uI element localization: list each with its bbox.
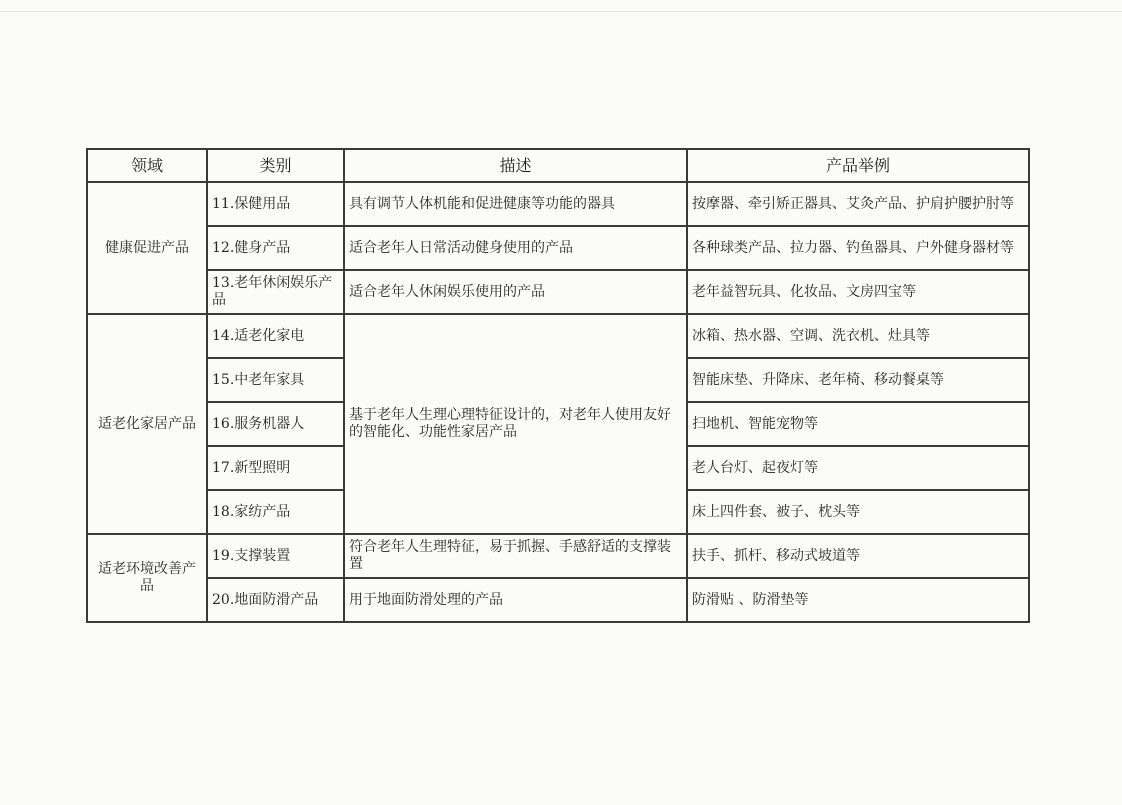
table-row	[87, 270, 1029, 314]
domain-cell: 适老环境改善产品	[87, 534, 207, 622]
header-description: 描述	[344, 149, 687, 182]
header-domain: 领域	[87, 149, 207, 182]
examples-cell: 防滑贴 、防滑垫等	[687, 578, 1029, 622]
description-cell: 基于老年人生理心理特征设计的，对老年人使用友好的智能化、功能性家居产品	[344, 314, 687, 534]
description-cell: 具有调节人体机能和促进健康等功能的器具	[344, 182, 687, 226]
description-cell: 适合老年人日常活动健身使用的产品	[344, 226, 687, 270]
category-cell: 13.老年休闲娱乐产品	[207, 270, 344, 314]
table-header-row	[87, 149, 1029, 182]
description-cell: 符合老年人生理特征，易于抓握、手感舒适的支撑装置	[344, 534, 687, 578]
category-cell: 12.健身产品	[207, 226, 344, 270]
page-top-rule	[0, 11, 1122, 12]
header-category: 类别	[207, 149, 344, 182]
category-cell: 19.支撑装置	[207, 534, 344, 578]
description-cell: 用于地面防滑处理的产品	[344, 578, 687, 622]
category-cell: 14.适老化家电	[207, 314, 344, 358]
description-cell: 适合老年人休闲娱乐使用的产品	[344, 270, 687, 314]
examples-cell: 扶手、抓杆、移动式坡道等	[687, 534, 1029, 578]
header-examples: 产品举例	[687, 149, 1029, 182]
category-cell: 18.家纺产品	[207, 490, 344, 534]
examples-cell: 床上四件套、被子、枕头等	[687, 490, 1029, 534]
examples-cell: 老年益智玩具、化妆品、文房四宝等	[687, 270, 1029, 314]
examples-cell: 冰箱、热水器、空调、洗衣机、灶具等	[687, 314, 1029, 358]
category-cell: 15.中老年家具	[207, 358, 344, 402]
table-row	[87, 226, 1029, 270]
examples-cell: 智能床垫、升降床、老年椅、移动餐桌等	[687, 358, 1029, 402]
table-row	[87, 578, 1029, 622]
examples-cell: 按摩器、牵引矫正器具、艾灸产品、护肩护腰护肘等	[687, 182, 1029, 226]
examples-cell: 扫地机、智能宠物等	[687, 402, 1029, 446]
examples-cell: 各种球类产品、拉力器、钓鱼器具、户外健身器材等	[687, 226, 1029, 270]
table-row	[87, 314, 1029, 358]
table-row	[87, 182, 1029, 226]
product-category-table	[86, 148, 1030, 623]
category-cell: 20.地面防滑产品	[207, 578, 344, 622]
examples-cell: 老人台灯、起夜灯等	[687, 446, 1029, 490]
category-cell: 11.保健用品	[207, 182, 344, 226]
category-cell: 17.新型照明	[207, 446, 344, 490]
category-cell: 16.服务机器人	[207, 402, 344, 446]
table-row	[87, 534, 1029, 578]
domain-cell: 适老化家居产品	[87, 314, 207, 534]
domain-cell: 健康促进产品	[87, 182, 207, 314]
